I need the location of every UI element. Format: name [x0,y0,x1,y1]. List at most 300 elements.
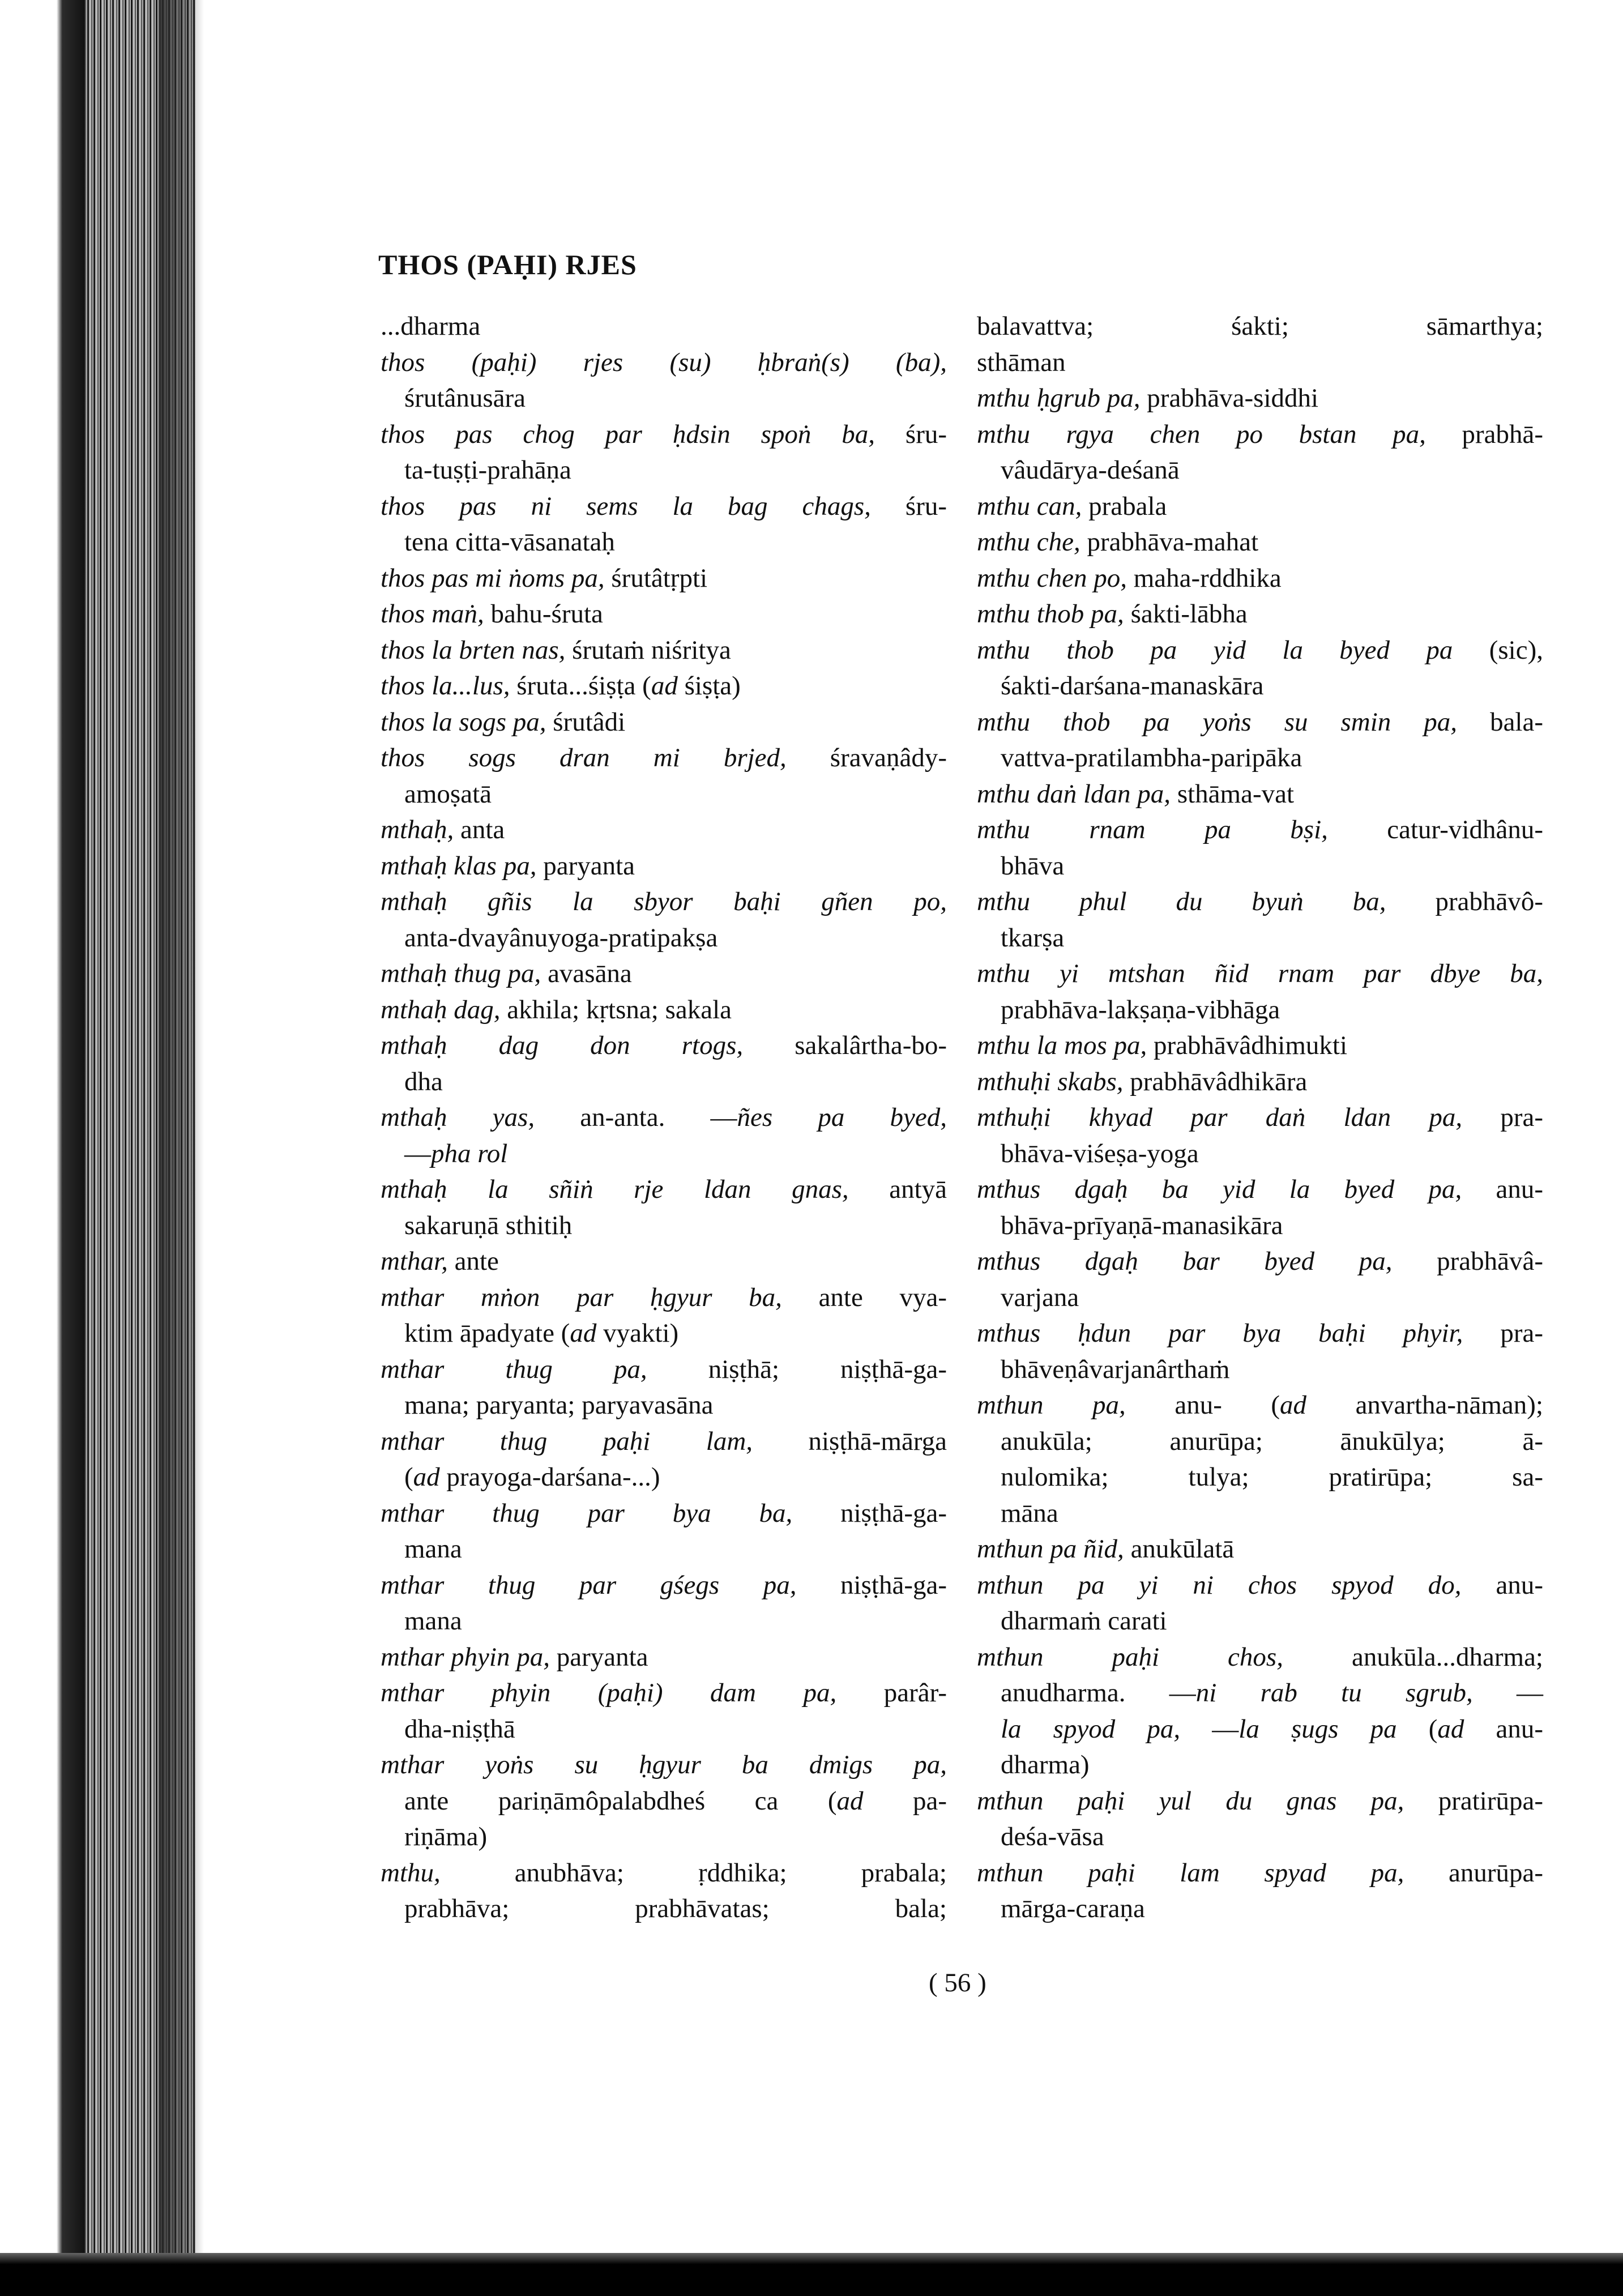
tibetan-term: mthus dgaḥ bar byed pa, [977,1247,1393,1276]
entry-line [381,345,947,381]
dictionary-entry [381,1675,947,1747]
sanskrit-gloss: anu- ( [1125,1390,1280,1420]
sanskrit-gloss: māna [1001,1498,1058,1528]
entry-line [977,1783,1543,1820]
tibetan-term: mthu la mos pa, [977,1031,1147,1060]
sanskrit-gloss: śru- [870,491,947,521]
sanskrit-gloss: anta [454,815,505,844]
tibetan-term: mthun paḥi yul du gnas pa, [977,1786,1404,1816]
sanskrit-gloss: pra- [1462,1103,1543,1132]
sanskrit-gloss: ...dharma [381,311,481,341]
sanskrit-gloss: paryanta [536,851,635,881]
sanskrit-gloss: anu- [1464,1714,1544,1744]
dictionary-entry [977,956,1543,1028]
tibetan-term: mthu, [381,1858,441,1888]
entry-continuation-line [977,920,1543,957]
entry-line [977,1568,1543,1604]
sanskrit-gloss: — [1472,1678,1544,1708]
entry-line [381,1640,947,1676]
sanskrit-gloss: anukūla; anurūpa; ānukūlya; ā- [1001,1426,1543,1456]
dictionary-entry [381,1100,947,1172]
sanskrit-gloss: antyā [848,1175,947,1204]
entry-line [977,596,1543,633]
dictionary-entry [381,1352,947,1424]
dictionary-entry [977,1064,1543,1100]
tibetan-term: mthu thob pa yoṅs su smin pa, [977,707,1458,737]
sanskrit-gloss: catur-vidhânu- [1327,815,1543,844]
entry-continuation-line [977,1136,1543,1172]
dictionary-entry [977,489,1543,525]
entry-line [977,1316,1543,1352]
tibetan-term: mthar phyin pa, [381,1642,550,1672]
sanskrit-gloss: sakalârtha-bo- [743,1031,947,1060]
sanskrit-gloss: an-anta. — [535,1103,737,1132]
sanskrit-gloss: maha-rddhika [1126,563,1282,593]
sanskrit-gloss: prabala [1082,491,1167,521]
tibetan-term: mthu thob pa, [977,599,1124,629]
sanskrit-gloss: dharmaṁ carati [1001,1606,1167,1636]
sanskrit-gloss: prabhā- [1425,419,1543,449]
entry-continuation-line [381,776,947,813]
tibetan-term: mthar mṅon par ḥgyur ba, [381,1282,782,1312]
tibetan-term: mthu can, [977,491,1082,521]
tibetan-term: mthu chen po, [977,563,1127,593]
dictionary-entry [381,1747,947,1855]
entry-line [977,633,1543,669]
sanskrit-gloss: prabhāva-lakṣaṇa-vibhāga [1001,995,1280,1025]
tibetan-term: mthu rgya chen po bstan pa, [977,419,1426,449]
sanskrit-gloss: anukūla...dharma; [1283,1642,1543,1672]
sanskrit-gloss: bala- [1457,707,1543,737]
tibetan-term: ñes pa byed, [737,1103,947,1132]
entry-continuation-line [381,1316,947,1352]
entry-line [381,1424,947,1460]
tibetan-term: mthu che, [977,527,1080,557]
sanskrit-gloss: pa- [863,1786,947,1816]
entry-line [381,956,947,992]
entry-continuation-line [977,1712,1543,1748]
sanskrit-gloss: prabhāvâ- [1392,1247,1543,1276]
sanskrit-gloss: śakti-darśana-manaskāra [1001,671,1264,701]
sanskrit-gloss: niṣṭhā-ga- [792,1498,947,1528]
entry-line [977,1028,1543,1064]
entry-line [977,1172,1543,1208]
tibetan-term: mthaḥ thug pa, [381,959,541,988]
sanskrit-gloss: riṇāma) [404,1822,488,1851]
sanskrit-gloss: ktim āpadyate ( [404,1318,570,1348]
sanskrit-gloss: anu- [1462,1175,1543,1204]
sanskrit-gloss: prabhāvâdhikāra [1123,1066,1308,1096]
entry-line [381,1855,947,1892]
dictionary-entry [381,1640,947,1676]
sanskrit-gloss: avasāna [541,959,632,988]
entry-line [381,1675,947,1712]
tibetan-term: ad [1280,1390,1307,1420]
page-margin-shadow [0,0,85,2265]
sanskrit-gloss: ante vya- [781,1282,947,1312]
sanskrit-gloss: paryanta [549,1642,648,1672]
sanskrit-gloss: dharma) [1001,1750,1090,1779]
dictionary-entry [977,309,1543,381]
dictionary-entry [977,1388,1543,1531]
entry-continuation-line [977,1352,1543,1388]
dictionary-entry [977,1568,1543,1640]
entry-line [977,1064,1543,1100]
sanskrit-gloss: amoṣatā [404,779,492,809]
entry-continuation-line [977,1424,1543,1460]
dictionary-entry [977,417,1543,489]
sanskrit-gloss: śrutânusāra [404,383,526,413]
dictionary-entry [977,1855,1543,1927]
tibetan-term: mthun pa, [977,1390,1126,1420]
entry-continuation-line [381,1891,947,1927]
entry-line [977,1388,1543,1424]
tibetan-term: mthar phyin (paḥi) dam pa, [381,1678,837,1708]
dictionary-entry [977,1172,1543,1244]
sanskrit-gloss: śrutaṁ niśritya [565,635,731,665]
entry-line [977,776,1543,813]
entry-line [977,1100,1543,1136]
entry-line [977,812,1543,848]
sanskrit-gloss: bhāva-viśeṣa-yoga [1001,1138,1199,1168]
tibetan-term: mthu thob pa yid la byed pa [977,635,1453,665]
entry-line [381,309,947,345]
tibetan-term: mthu daṅ ldan pa, [977,779,1171,809]
entry-line [381,561,947,597]
sanskrit-gloss: sakaruṇā sthitiḥ [404,1210,573,1240]
sanskrit-gloss: parâr- [836,1678,947,1708]
tibetan-term: mthus ḥdun par bya baḥi phyir, [977,1318,1463,1348]
tibetan-term: mthun paḥi lam spyad pa, [977,1858,1404,1888]
entry-line [381,812,947,848]
entry-line [381,1244,947,1280]
dictionary-entry [381,848,947,885]
tibetan-term: thos sogs dran mi brjed, [381,743,787,773]
sanskrit-gloss: akhila; kṛtsna; sakala [500,995,732,1025]
entry-line [381,848,947,885]
entry-continuation-line [977,1819,1543,1855]
tibetan-term: mthaḥ yas, [381,1103,535,1132]
dictionary-entry [381,489,947,561]
sanskrit-gloss: śruta...śiṣṭa ( [510,671,651,701]
tibetan-term: mthun pa yi ni chos spyod do, [977,1570,1462,1600]
entry-continuation-line [381,524,947,561]
entry-continuation-line [381,920,947,957]
sanskrit-gloss: mana [404,1534,462,1564]
entry-continuation-line [977,1603,1543,1640]
sanskrit-gloss: ante pariṇāmôpalabdheś ca ( [404,1786,837,1816]
entry-continuation-line [381,1136,947,1172]
sanskrit-gloss: balavattva; śakti; sāmarthya; [977,311,1543,341]
sanskrit-gloss: tena citta-vāsanataḥ [404,527,615,557]
tibetan-term: ni rab tu sgrub, [1195,1678,1473,1708]
sanskrit-gloss: mana; paryanta; paryavasāna [404,1390,714,1420]
sanskrit-gloss: niṣṭhā; niṣṭhā-ga- [647,1354,947,1384]
sanskrit-gloss: bhāveṇâvarjanârthaṁ [1001,1354,1230,1384]
tibetan-term: mthus dgaḥ ba yid la byed pa, [977,1175,1462,1204]
sanskrit-gloss: prabhāvâdhimukti [1147,1031,1348,1060]
entry-continuation-line [381,1208,947,1244]
entry-line [381,1747,947,1783]
sanskrit-gloss: dha-niṣṭhā [404,1714,515,1744]
sanskrit-gloss: śakti-lābha [1124,599,1248,629]
entry-continuation-line [977,740,1543,776]
sanskrit-gloss: anvartha-nāman); [1306,1390,1543,1420]
dictionary-entry [381,956,947,992]
dictionary-entry [977,381,1543,417]
sanskrit-gloss: deśa-vāsa [1001,1822,1104,1851]
tibetan-term: mthar yoṅs su ḥgyur ba dmigs pa, [381,1750,947,1779]
sanskrit-gloss: varjana [1001,1282,1079,1312]
tibetan-term: mthaḥ, [381,815,454,844]
entry-continuation-line [977,992,1543,1028]
entry-line [977,489,1543,525]
dictionary-entry [977,705,1543,776]
tibetan-term: mthaḥ dag don rtogs, [381,1031,744,1060]
tibetan-term: mthar thug paḥi lam, [381,1426,753,1456]
tibetan-term: thos la...lus, [381,671,510,701]
sanskrit-gloss: (sic), [1453,635,1543,665]
sanskrit-gloss: anukūlatā [1124,1534,1235,1564]
tibetan-term: ad [413,1462,440,1492]
entry-continuation-line [977,1675,1543,1712]
dictionary-entry [381,668,947,705]
dictionary-entry [977,1028,1543,1064]
dictionary-entry [381,345,947,417]
tibetan-term: thos pas ni sems la bag chags, [381,491,871,521]
sanskrit-gloss: vyakti) [596,1318,679,1348]
dictionary-entry [381,561,947,597]
dictionary-entry [381,1244,947,1280]
dictionary-entry [381,1280,947,1352]
dictionary-entry [381,740,947,812]
sanskrit-gloss: śru- [875,419,947,449]
sanskrit-gloss: mana [404,1606,462,1636]
sanskrit-gloss: prabhāva-siddhi [1140,383,1319,413]
tibetan-term: ad [570,1318,597,1348]
entry-line [977,884,1543,920]
tibetan-term: thos la sogs pa, [381,707,546,737]
sanskrit-gloss: sthāma-vat [1171,779,1295,809]
tibetan-term: mthar, [381,1247,448,1276]
dictionary-entry [977,1531,1543,1568]
dictionary-entry [977,1244,1543,1316]
dictionary-entry [977,1783,1543,1855]
sanskrit-gloss: ta-tuṣṭi-prahāṇa [404,455,571,485]
sanskrit-gloss: anubhāva; ṛddhika; prabala; [440,1858,947,1888]
sanskrit-gloss: vattva-pratilambha-paripāka [1001,743,1302,773]
sanskrit-gloss: niṣṭhā-mārga [753,1426,947,1456]
entry-line [381,1568,947,1604]
sanskrit-gloss: śrutâdi [546,707,626,737]
entry-line [381,1352,947,1388]
bottom-page-edge [0,2253,1623,2296]
dictionary-entry [381,417,947,489]
entry-line [381,705,947,741]
sanskrit-gloss: nulomika; tulya; pratirūpa; sa- [1001,1462,1543,1492]
dictionary-entry [381,1028,947,1100]
sanskrit-gloss: niṣṭhā-ga- [796,1570,947,1600]
entry-line [381,1100,947,1136]
tibetan-term: mthaḥ gñis la sbyor baḥi gñen po, [381,887,947,916]
entry-continuation-line [381,1531,947,1568]
entry-line [381,992,947,1028]
dictionary-entry [977,596,1543,633]
tibetan-term: thos maṅ, [381,599,484,629]
entry-line [977,1640,1543,1676]
dictionary-entry [381,992,947,1028]
tibetan-term: thos pas mi ṅoms pa, [381,563,605,593]
tibetan-term: mthu phul du byuṅ ba, [977,887,1386,916]
dictionary-entry [977,776,1543,813]
sanskrit-gloss: dha [404,1066,443,1096]
sanskrit-gloss: śravaṇâdy- [786,743,947,773]
tibetan-term: mthaḥ la sñiṅ rje ldan gnas, [381,1175,849,1204]
entry-continuation-line [977,1747,1543,1783]
sanskrit-gloss: mārga-caraṇa [1001,1894,1145,1923]
sanskrit-gloss: pra- [1463,1318,1543,1348]
entry-line [381,417,947,453]
dictionary-entry [977,524,1543,561]
entry-continuation-line [381,1783,947,1820]
tibetan-term: mthuḥi khyad par daṅ ldan pa, [977,1103,1463,1132]
entry-line [977,524,1543,561]
dictionary-entry [381,884,947,956]
sanskrit-gloss: anu- [1461,1570,1544,1600]
entry-continuation-line [381,453,947,489]
entry-line [381,1280,947,1316]
entry-line [381,596,947,633]
right-column [977,309,1543,1927]
dictionary-entry [381,633,947,669]
sanskrit-gloss: prabhāvô- [1386,887,1543,916]
tibetan-term: mthun pa ñid, [977,1534,1124,1564]
tibetan-term: ad [1437,1714,1464,1744]
entry-line [977,381,1543,417]
tibetan-term: mthaḥ klas pa, [381,851,537,881]
dictionary-entry [381,1172,947,1244]
dictionary-entry [977,1640,1543,1783]
entry-continuation-line [977,1496,1543,1532]
dictionary-entry [977,812,1543,884]
entry-line [977,1244,1543,1280]
tibetan-term: ad [651,671,678,701]
entry-line [381,633,947,669]
dictionary-entry [977,1100,1543,1172]
dictionary-entry [381,309,947,345]
sanskrit-gloss: — [1180,1714,1239,1744]
entry-line [381,1496,947,1532]
sanskrit-gloss: bhāva [1001,851,1065,881]
sanskrit-gloss: prabhāva-mahat [1080,527,1259,557]
entry-continuation-line [381,1459,947,1496]
tibetan-term: la spyod pa, [1001,1714,1181,1744]
entry-line [977,1531,1543,1568]
tibetan-term: mthu yi mtshan ñid rnam par dbye ba, [977,959,1543,988]
sanskrit-gloss: ante [447,1247,499,1276]
entry-continuation-line [977,1891,1543,1927]
sanskrit-gloss: anurūpa- [1404,1858,1543,1888]
entry-line [977,956,1543,992]
tibetan-term: mthuḥi skabs, [977,1066,1124,1096]
left-column [381,309,947,1927]
sanskrit-gloss: śrutâtṛpti [604,563,708,593]
entry-line [381,740,947,776]
sanskrit-gloss: tkarṣa [1001,923,1065,953]
entry-continuation-line [977,1459,1543,1496]
entry-continuation-line [381,1603,947,1640]
tibetan-term: pha rol [431,1138,508,1168]
tibetan-term: mthar thug par gśegs pa, [381,1570,797,1600]
page-number: ( 56 ) [929,1968,986,1998]
tibetan-term: thos (paḥi) rjes (su) ḥbraṅ(s) (ba), [381,347,947,377]
tibetan-term: mthu ḥgrub pa, [977,383,1141,413]
entry-continuation-line [381,1819,947,1855]
sanskrit-gloss: śiṣṭa) [677,671,741,701]
sanskrit-gloss: — [404,1138,431,1168]
tibetan-term: la ṣugs pa [1238,1714,1397,1744]
dictionary-entry [381,1568,947,1640]
entry-line [977,345,1543,381]
dictionary-entry [977,561,1543,597]
dictionary-entry [977,633,1543,705]
entry-line [977,561,1543,597]
sanskrit-gloss: anudharma. — [1001,1678,1196,1708]
dictionary-entry [381,812,947,848]
dictionary-entry [381,705,947,741]
entry-continuation-line [977,1280,1543,1316]
dictionary-entry [977,884,1543,956]
entry-continuation-line [381,1064,947,1100]
dictionary-entry [381,596,947,633]
sanskrit-gloss: ( [404,1462,413,1492]
entry-line [381,1172,947,1208]
dictionary-entry [381,1496,947,1568]
dictionary-entry [977,1316,1543,1388]
tibetan-term: ad [836,1786,864,1816]
tibetan-term: mthar thug par bya ba, [381,1498,793,1528]
entry-continuation-line [977,848,1543,885]
sanskrit-gloss: bhāva-prīyaṇā-manasikāra [1001,1210,1283,1240]
entry-line [977,705,1543,741]
sanskrit-gloss: ( [1396,1714,1438,1744]
tibetan-term: thos la brten nas, [381,635,566,665]
entry-line [977,309,1543,345]
entry-continuation-line [977,1208,1543,1244]
gutter-shadow [159,0,204,2265]
entry-continuation-line [381,1388,947,1424]
sanskrit-gloss: bahu-śruta [484,599,603,629]
entry-line [977,1855,1543,1892]
entry-line [381,668,947,705]
entry-continuation-line [977,668,1543,705]
sanskrit-gloss: sthāman [977,347,1066,377]
dictionary-entry [381,1424,947,1496]
tibetan-term: mthu rnam pa bṣi, [977,815,1328,844]
sanskrit-gloss: prayoga-darśana-...) [439,1462,660,1492]
sanskrit-gloss: pratirūpa- [1404,1786,1543,1816]
entry-continuation-line [381,1712,947,1748]
entry-continuation-line [381,381,947,417]
tibetan-term: thos pas chog par ḥdsin spoṅ ba, [381,419,875,449]
entry-continuation-line [977,453,1543,489]
sanskrit-gloss: prabhāva; prabhāvatas; bala; [404,1894,947,1923]
running-head: THOS (PAḤI) RJES [378,249,637,280]
sanskrit-gloss: vâudārya-deśanā [1001,455,1180,485]
entry-line [381,884,947,920]
entry-line [977,417,1543,453]
entry-line [381,1028,947,1064]
